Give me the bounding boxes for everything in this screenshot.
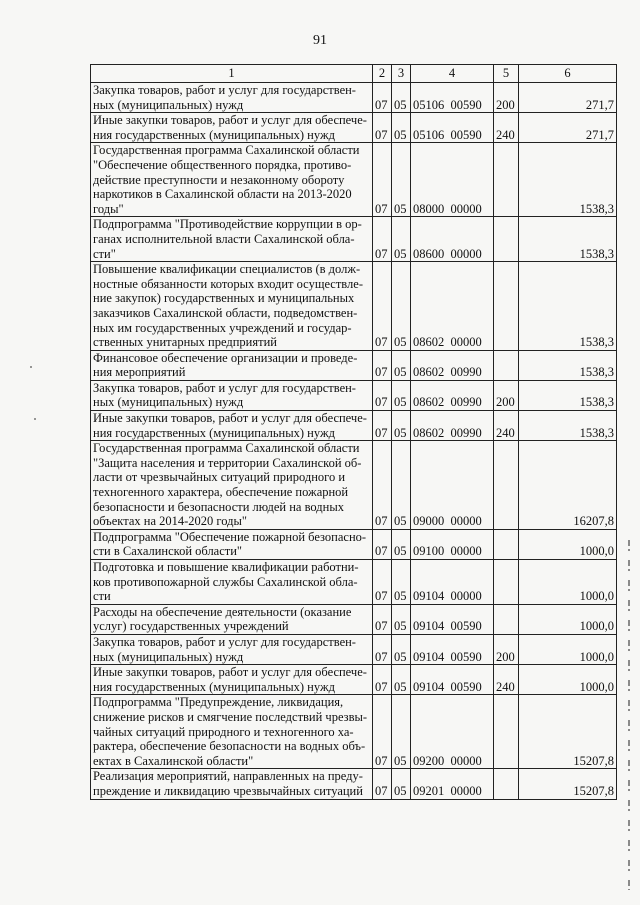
section-cell: 07 <box>373 441 392 530</box>
item-name-line: сти" <box>93 246 116 261</box>
item-name-line: услуг) государственных учреждений <box>93 619 289 634</box>
item-name-line: Подпрограмма "Обеспечение пожарной безопасно- <box>93 529 367 544</box>
table-row <box>91 411 617 441</box>
table-row <box>91 695 617 769</box>
item-name-line: Закупка товаров, работ и услуг для государствен- <box>93 83 356 97</box>
item-name-line: Расходы на обеспечение деятельности (оказание <box>93 604 352 619</box>
table-row <box>91 634 617 664</box>
expense-type-cell: 240 <box>494 113 519 143</box>
subsection-cell: 05 <box>392 560 411 605</box>
header-subsection-column: 3 <box>392 65 411 83</box>
item-name-line: "Защита населения и территории Сахалинской об- <box>93 455 362 470</box>
item-name-line: снижение рисков и смягчение последствий чрезвы- <box>93 709 368 724</box>
scan-edge-mark <box>628 540 630 890</box>
amount-cell: 1538,3 <box>519 380 617 410</box>
item-name-line: годы" <box>93 201 124 216</box>
amount-cell: 15207,8 <box>519 769 617 799</box>
section-cell: 07 <box>373 769 392 799</box>
header-target-article-column: 4 <box>411 65 494 83</box>
item-name-cell <box>91 529 373 559</box>
item-name-line: ностные обязанности которых входит осуществле- <box>93 276 363 291</box>
item-name-line: "Обеспечение общественного порядка, противо- <box>93 157 352 172</box>
amount-cell: 271,7 <box>519 113 617 143</box>
item-name-line: заказчиков Сахалинской области, подведомствен- <box>93 305 358 320</box>
item-name-cell <box>91 411 373 441</box>
subsection-cell: 05 <box>392 529 411 559</box>
expense-type-cell: 240 <box>494 665 519 695</box>
item-name-line: ния государственных (муниципальных) нужд <box>93 679 335 694</box>
item-name-line: ния государственных (муниципальных) нужд <box>93 127 335 142</box>
section-cell: 07 <box>373 560 392 605</box>
section-cell: 07 <box>373 665 392 695</box>
item-name-cell <box>91 350 373 380</box>
item-name-line: Подпрограмма "Противодействие коррупции в ор- <box>93 217 362 232</box>
target-article-cell: 08600 00000 <box>411 217 494 262</box>
item-name-line: Государственная программа Сахалинской области <box>93 441 360 456</box>
item-name-line: наркотиков в Сахалинской области на 2013-2020 <box>93 187 352 202</box>
subsection-cell: 05 <box>392 604 411 634</box>
amount-cell: 1538,3 <box>519 411 617 441</box>
amount-cell: 1000,0 <box>519 634 617 664</box>
section-cell: 07 <box>373 143 392 217</box>
expense-type-cell <box>494 262 519 351</box>
header-section-column: 2 <box>373 65 392 83</box>
item-name-line: ков противопожарной службы Сахалинской обла- <box>93 574 358 589</box>
expense-type-cell <box>494 560 519 605</box>
item-name-cell <box>91 262 373 351</box>
item-name-line: ных (муниципальных) нужд <box>93 395 244 410</box>
item-name-line: преждение и ликвидацию чрезвычайных ситуаций <box>93 783 363 798</box>
expense-type-cell <box>494 217 519 262</box>
header-name-column: 1 <box>91 65 373 83</box>
table-body <box>91 83 617 800</box>
table-row <box>91 143 617 217</box>
subsection-cell: 05 <box>392 262 411 351</box>
section-cell: 07 <box>373 262 392 351</box>
table-header-row <box>91 65 617 83</box>
table-row <box>91 441 617 530</box>
item-name-cell <box>91 441 373 530</box>
amount-cell: 1000,0 <box>519 604 617 634</box>
subsection-cell: 05 <box>392 83 411 113</box>
target-article-cell: 05106 00590 <box>411 113 494 143</box>
amount-cell: 1538,3 <box>519 350 617 380</box>
target-article-cell: 09200 00000 <box>411 695 494 769</box>
amount-cell: 1538,3 <box>519 217 617 262</box>
item-name-line: ния мероприятий <box>93 365 186 380</box>
item-name-line: Закупка товаров, работ и услуг для государствен- <box>93 380 356 395</box>
target-article-cell: 05106 00590 <box>411 83 494 113</box>
scan-speck <box>30 366 32 368</box>
item-name-line: сти в Сахалинской области" <box>93 544 243 559</box>
subsection-cell: 05 <box>392 665 411 695</box>
item-name-line: техногенного характера, обеспечение пожарной <box>93 485 349 500</box>
subsection-cell: 05 <box>392 217 411 262</box>
section-cell: 07 <box>373 634 392 664</box>
amount-cell: 1538,3 <box>519 262 617 351</box>
section-cell: 07 <box>373 350 392 380</box>
expense-type-cell <box>494 695 519 769</box>
table-row <box>91 262 617 351</box>
expense-type-cell: 200 <box>494 634 519 664</box>
section-cell: 07 <box>373 83 392 113</box>
scan-speck <box>34 418 36 420</box>
item-name-cell <box>91 634 373 664</box>
item-name-line: Государственная программа Сахалинской области <box>93 143 360 158</box>
item-name-line: безопасности и безопасности людей на водных <box>93 499 344 514</box>
table-row <box>91 604 617 634</box>
target-article-cell: 09201 00000 <box>411 769 494 799</box>
subsection-cell: 05 <box>392 143 411 217</box>
item-name-line: ектах в Сахалинской области" <box>93 753 254 768</box>
item-name-line: ных (муниципальных) нужд <box>93 97 244 112</box>
target-article-cell: 09104 00000 <box>411 560 494 605</box>
amount-cell: 1000,0 <box>519 529 617 559</box>
expense-type-cell <box>494 529 519 559</box>
table-row <box>91 560 617 605</box>
item-name-line: Подпрограмма "Предупреждение, ликвидация, <box>93 695 344 710</box>
table-row <box>91 83 617 113</box>
budget-table <box>90 64 617 800</box>
item-name-line: Иные закупки товаров, работ и услуг для обеспече- <box>93 665 367 680</box>
target-article-cell: 09104 00590 <box>411 665 494 695</box>
section-cell: 07 <box>373 604 392 634</box>
section-cell: 07 <box>373 113 392 143</box>
subsection-cell: 05 <box>392 634 411 664</box>
item-name-line: ных (муниципальных) нужд <box>93 649 244 664</box>
item-name-line: ние закупок) государственных и муниципальных <box>93 291 355 306</box>
table-row <box>91 665 617 695</box>
section-cell: 07 <box>373 217 392 262</box>
page-number: 91 <box>313 33 327 48</box>
item-name-line: действие преступности и незаконному обороту <box>93 172 345 187</box>
item-name-line: сти <box>93 589 111 604</box>
target-article-cell: 09000 00000 <box>411 441 494 530</box>
item-name-line: ганах исполнительной власти Сахалинской обла- <box>93 231 355 246</box>
target-article-cell: 09104 00590 <box>411 604 494 634</box>
amount-cell: 16207,8 <box>519 441 617 530</box>
subsection-cell: 05 <box>392 769 411 799</box>
item-name-line: Повышение квалификации специалистов (в долж- <box>93 262 361 277</box>
expense-type-cell <box>494 441 519 530</box>
amount-cell: 1538,3 <box>519 143 617 217</box>
table-row <box>91 350 617 380</box>
item-name-cell <box>91 604 373 634</box>
subsection-cell: 05 <box>392 411 411 441</box>
subsection-cell: 05 <box>392 441 411 530</box>
target-article-cell: 09100 00000 <box>411 529 494 559</box>
item-name-line: ственных унитарных предприятий <box>93 335 277 350</box>
expense-type-cell: 200 <box>494 83 519 113</box>
amount-cell: 271,7 <box>519 83 617 113</box>
header-expense-type-column: 5 <box>494 65 519 83</box>
target-article-cell: 08602 00000 <box>411 262 494 351</box>
item-name-cell <box>91 665 373 695</box>
table-row <box>91 529 617 559</box>
item-name-line: ласти от чрезвычайных ситуаций природного и <box>93 470 346 485</box>
subsection-cell: 05 <box>392 380 411 410</box>
table-row <box>91 113 617 143</box>
item-name-line: ния государственных (муниципальных) нужд <box>93 425 335 440</box>
section-cell: 07 <box>373 529 392 559</box>
target-article-cell: 08000 00000 <box>411 143 494 217</box>
expense-type-cell: 200 <box>494 380 519 410</box>
amount-cell: 1000,0 <box>519 665 617 695</box>
expense-type-cell <box>494 143 519 217</box>
item-name-line: чайных ситуаций природного и техногенного ха- <box>93 724 354 739</box>
subsection-cell: 05 <box>392 695 411 769</box>
item-name-line: Реализация мероприятий, направленных на преду- <box>93 769 363 784</box>
table-row <box>91 217 617 262</box>
table-row <box>91 380 617 410</box>
item-name-cell <box>91 560 373 605</box>
item-name-line: Финансовое обеспечение организации и проведе- <box>93 350 358 365</box>
amount-cell: 15207,8 <box>519 695 617 769</box>
expense-type-cell <box>494 769 519 799</box>
item-name-line: Иные закупки товаров, работ и услуг для обеспече- <box>93 113 367 128</box>
subsection-cell: 05 <box>392 350 411 380</box>
amount-cell: 1000,0 <box>519 560 617 605</box>
expense-type-cell: 240 <box>494 411 519 441</box>
header-amount-column: 6 <box>519 65 617 83</box>
item-name-line: рактера, обеспечение безопасности на водных объ- <box>93 739 366 754</box>
section-cell: 07 <box>373 380 392 410</box>
target-article-cell: 08602 00990 <box>411 350 494 380</box>
target-article-cell: 09104 00590 <box>411 634 494 664</box>
expense-type-cell <box>494 350 519 380</box>
item-name-line: ных им государственных учреждений и государ- <box>93 320 352 335</box>
item-name-cell <box>91 143 373 217</box>
item-name-line: Иные закупки товаров, работ и услуг для обеспече- <box>93 411 367 426</box>
section-cell: 07 <box>373 695 392 769</box>
item-name-cell <box>91 769 373 799</box>
item-name-cell <box>91 113 373 143</box>
section-cell: 07 <box>373 411 392 441</box>
item-name-line: Подготовка и повышение квалификации работни- <box>93 560 359 574</box>
item-name-cell <box>91 217 373 262</box>
item-name-cell <box>91 83 373 113</box>
table-row <box>91 769 617 799</box>
subsection-cell: 05 <box>392 113 411 143</box>
item-name-cell <box>91 695 373 769</box>
item-name-cell <box>91 380 373 410</box>
item-name-line: Закупка товаров, работ и услуг для государствен- <box>93 634 356 649</box>
item-name-line: объектах на 2014-2020 годы" <box>93 514 247 529</box>
target-article-cell: 08602 00990 <box>411 411 494 441</box>
expense-type-cell <box>494 604 519 634</box>
target-article-cell: 08602 00990 <box>411 380 494 410</box>
